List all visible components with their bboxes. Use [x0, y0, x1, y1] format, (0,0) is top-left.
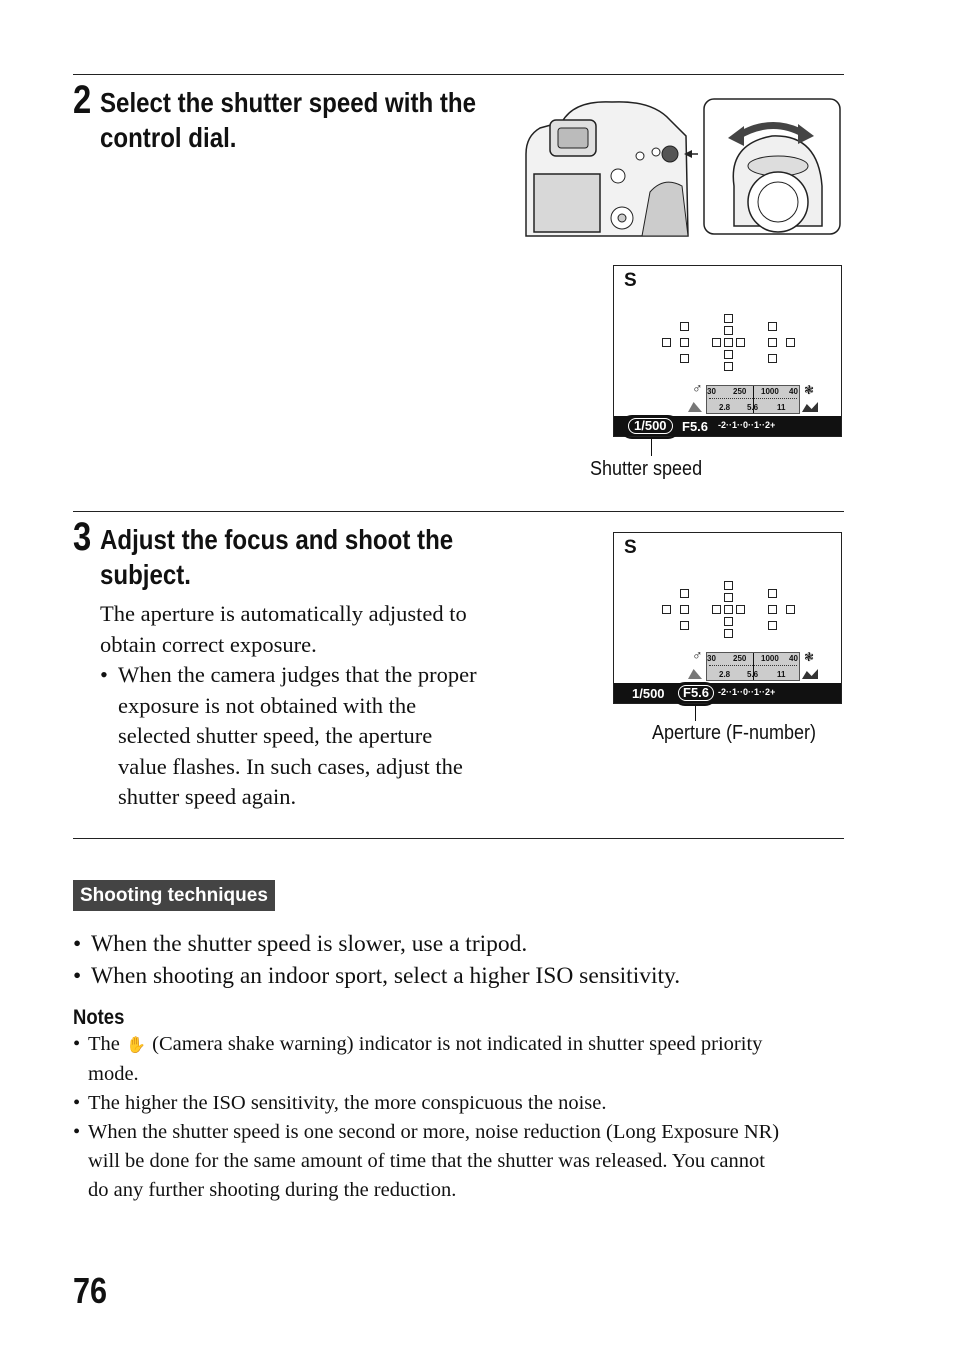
step-2-title-line1: Select the shutter speed with the — [100, 87, 476, 118]
scale-value: 1000 — [761, 387, 779, 396]
scale-value: 5.6 — [747, 670, 759, 679]
af-point — [768, 589, 777, 598]
note-item — [73, 1118, 853, 1205]
note-line: mode. — [88, 1063, 139, 1085]
scale-value: 30 — [707, 654, 716, 663]
technique-item — [73, 928, 680, 960]
top-rule — [73, 74, 844, 75]
lcd-status-bar — [614, 683, 841, 703]
af-point — [724, 593, 733, 602]
scale-value: 11 — [777, 670, 786, 679]
technique-item — [73, 960, 680, 992]
bullet-line: selected shutter speed, the aperture — [118, 723, 433, 748]
step-3-title-line2: subject. — [100, 559, 191, 590]
af-point — [736, 605, 745, 614]
af-point — [768, 322, 777, 331]
landscape-icon — [688, 669, 702, 679]
bullet-line: value flashes. In such cases, adjust the — [118, 753, 463, 779]
night-icon — [802, 402, 818, 412]
af-point — [724, 326, 733, 335]
bullet-dot: • — [73, 1092, 81, 1114]
step-3-body — [100, 599, 520, 813]
program-scale — [706, 385, 800, 414]
scale-value: 40 — [789, 387, 798, 396]
af-point — [724, 338, 733, 347]
af-point — [768, 354, 777, 363]
step-3-bullet — [100, 660, 520, 813]
scale-value: 1000 — [761, 654, 779, 663]
bullet-dot: • — [73, 1121, 81, 1143]
landscape-icon — [688, 402, 702, 412]
scale-value: 11 — [777, 403, 786, 412]
scale-value: 5.6 — [747, 403, 759, 412]
sports-icon: ❃ — [804, 650, 815, 664]
exposure-scale: -2··1··0··1··2+ — [718, 420, 776, 430]
af-point — [724, 314, 733, 323]
technique-text: When the shutter speed is slower, use a tripod. — [91, 931, 528, 957]
af-point — [724, 617, 733, 626]
af-point — [786, 338, 795, 347]
shutter-callout-ring — [620, 415, 680, 439]
section-rule — [73, 838, 844, 839]
program-scale — [706, 652, 800, 681]
note-line — [88, 1030, 762, 1060]
exposure-scale: -2··1··0··1··2+ — [718, 687, 776, 697]
bullet-line: exposure is not obtained with the — [118, 692, 417, 718]
lcd-screen-aperture — [613, 532, 842, 704]
af-point — [768, 605, 777, 614]
af-point — [680, 605, 689, 614]
af-point — [768, 338, 777, 347]
af-point — [662, 605, 671, 614]
bullet-text — [118, 660, 477, 813]
sports-icon: ❃ — [804, 383, 815, 397]
bullet-dot: • — [73, 1033, 81, 1055]
note-text — [88, 1118, 779, 1205]
af-point — [786, 605, 795, 614]
note-text: The higher the ISO sensitivity, the more conspicuous the noise. — [88, 1092, 607, 1114]
scale-marker — [753, 386, 754, 413]
step-3-paragraph-line: The aperture is automatically adjusted to — [100, 601, 467, 626]
af-point — [680, 338, 689, 347]
page-number: 76 — [73, 1270, 108, 1311]
aperture-label: Aperture (F-number) — [652, 722, 817, 744]
camera-shake-icon: ✋ — [126, 1037, 146, 1054]
af-point — [724, 581, 733, 590]
notes-heading: Notes — [73, 1006, 125, 1029]
aperture-callout-ring — [673, 682, 717, 706]
mode-indicator: S — [624, 270, 637, 291]
af-point — [724, 629, 733, 638]
step-3-number: 3 — [73, 515, 92, 559]
note-text — [88, 1030, 762, 1089]
bullet-dot: • — [100, 662, 108, 687]
shutter-speed-value: 1/500 — [632, 686, 665, 701]
af-point — [680, 621, 689, 630]
bullet-dot: • — [73, 963, 82, 989]
af-point — [662, 338, 671, 347]
af-point — [724, 350, 733, 359]
techniques-list — [73, 928, 680, 992]
note-line: do any further shooting during the reduction. — [88, 1179, 457, 1201]
shutter-speed-label: Shutter speed — [590, 458, 703, 480]
shutter-speed-value: 1/500 — [628, 418, 673, 434]
note-line: When the shutter speed is one second or more, noise reduction (Long Exposure NR) — [88, 1121, 780, 1143]
aperture-value: F5.6 — [678, 685, 714, 701]
af-point — [712, 605, 721, 614]
shooting-techniques-heading: Shooting techniques — [73, 880, 275, 911]
aperture-value: F5.6 — [682, 419, 709, 434]
scale-value: 2.8 — [719, 403, 731, 412]
af-point — [724, 605, 733, 614]
note-text-post: (Camera shake warning) indicator is not indicated in shutter speed priority — [152, 1033, 763, 1055]
person-icon: ♂ — [692, 382, 703, 397]
step-2-title-line2: control dial. — [100, 122, 237, 153]
notes-list — [73, 1030, 853, 1205]
af-point — [724, 362, 733, 371]
aperture-callout-line — [695, 706, 696, 721]
note-text-pre: The — [88, 1033, 120, 1055]
note-item — [73, 1089, 853, 1118]
shutter-callout-line — [651, 439, 652, 456]
af-point — [680, 354, 689, 363]
scale-value: 30 — [707, 387, 716, 396]
scale-value: 250 — [733, 654, 747, 663]
bullet-dot: • — [73, 931, 82, 957]
af-point — [680, 589, 689, 598]
section-rule — [73, 511, 844, 512]
step-3-title-line1: Adjust the focus and shoot the — [100, 524, 454, 555]
scale-value: 250 — [733, 387, 747, 396]
step-3-paragraph-line: obtain correct exposure. — [100, 631, 317, 657]
note-item — [73, 1030, 853, 1089]
af-point — [712, 338, 721, 347]
camera-illustration — [522, 96, 844, 240]
af-point — [736, 338, 745, 347]
step-2-number: 2 — [73, 78, 92, 122]
bullet-line: When the camera judges that the proper — [118, 662, 477, 687]
af-point — [768, 621, 777, 630]
person-icon: ♂ — [692, 649, 703, 664]
night-icon — [802, 669, 818, 679]
bullet-line: shutter speed again. — [118, 784, 297, 809]
note-line: will be done for the same amount of time that the shutter was released. You cannot — [88, 1150, 765, 1172]
technique-text: When shooting an indoor sport, select a higher ISO sensitivity. — [91, 963, 681, 989]
scale-value: 40 — [789, 654, 798, 663]
af-point — [680, 322, 689, 331]
scale-value: 2.8 — [719, 670, 731, 679]
scale-marker — [753, 653, 754, 680]
mode-indicator: S — [624, 537, 637, 558]
lcd-screen-shutter — [613, 265, 842, 437]
